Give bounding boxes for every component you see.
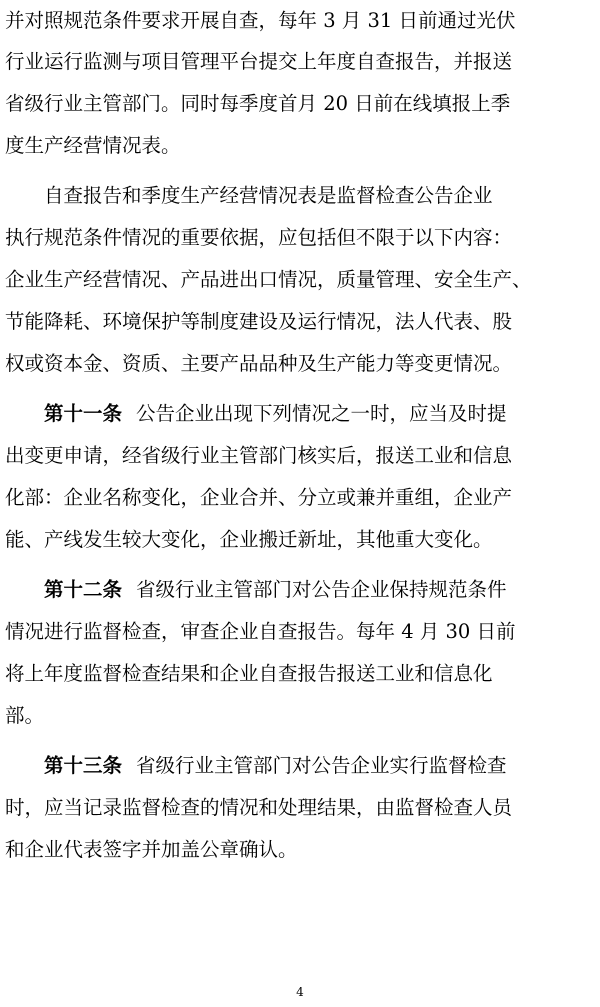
article-text: 公告企业出现下列情况之一时，应当及时提 — [136, 402, 507, 425]
text-line: 执行规范条件情况的重要依据，应包括但不限于以下内容： — [5, 226, 513, 249]
article-heading: 第十二条 — [44, 578, 123, 601]
text-line: 自查报告和季度生产经营情况表是监督检查公告企业 — [44, 184, 493, 207]
text-line: 和企业代表签字并加盖公章确认。 — [5, 838, 298, 861]
text-line: 权或资本金、资质、主要产品品种及生产能力等变更情况。 — [5, 352, 513, 375]
text-line — [44, 399, 507, 429]
text-line: 时，应当记录监督检查的情况和处理结果，由监督检查人员 — [5, 796, 513, 819]
article-text: 省级行业主管部门对公告企业保持规范条件 — [136, 578, 507, 601]
text-line — [44, 575, 507, 605]
article-heading: 第十三条 — [44, 754, 123, 777]
text-line: 将上年度监督检查结果和企业自查报告报送工业和信息化 — [5, 662, 493, 685]
text-line: 情况进行监督检查，审查企业自查报告。每年 4 月 30 日前 — [5, 620, 516, 643]
text-line: 并对照规范条件要求开展自查，每年 3 月 31 日前通过光伏 — [5, 9, 516, 32]
article-text: 省级行业主管部门对公告企业实行监督检查 — [136, 754, 507, 777]
text-line: 节能降耗、环境保护等制度建设及运行情况，法人代表、股 — [5, 310, 513, 333]
text-line: 企业生产经营情况、产品进出口情况，质量管理、安全生产、 — [5, 268, 532, 291]
text-line: 行业运行监测与项目管理平台提交上年度自查报告，并报送 — [5, 50, 513, 73]
text-line: 能、产线发生较大变化，企业搬迁新址，其他重大变化。 — [5, 528, 493, 551]
text-line: 出变更申请，经省级行业主管部门核实后，报送工业和信息 — [5, 444, 513, 467]
article-heading: 第十一条 — [44, 402, 123, 425]
text-line: 部。 — [5, 704, 45, 727]
text-line — [44, 751, 507, 781]
page-number: 4 — [296, 985, 304, 999]
text-line: 省级行业主管部门。同时每季度首月 20 日前在线填报上季 — [5, 92, 511, 115]
text-line: 度生产经营情况表。 — [5, 134, 181, 157]
text-line: 化部：企业名称变化，企业合并、分立或兼并重组，企业产 — [5, 486, 513, 509]
